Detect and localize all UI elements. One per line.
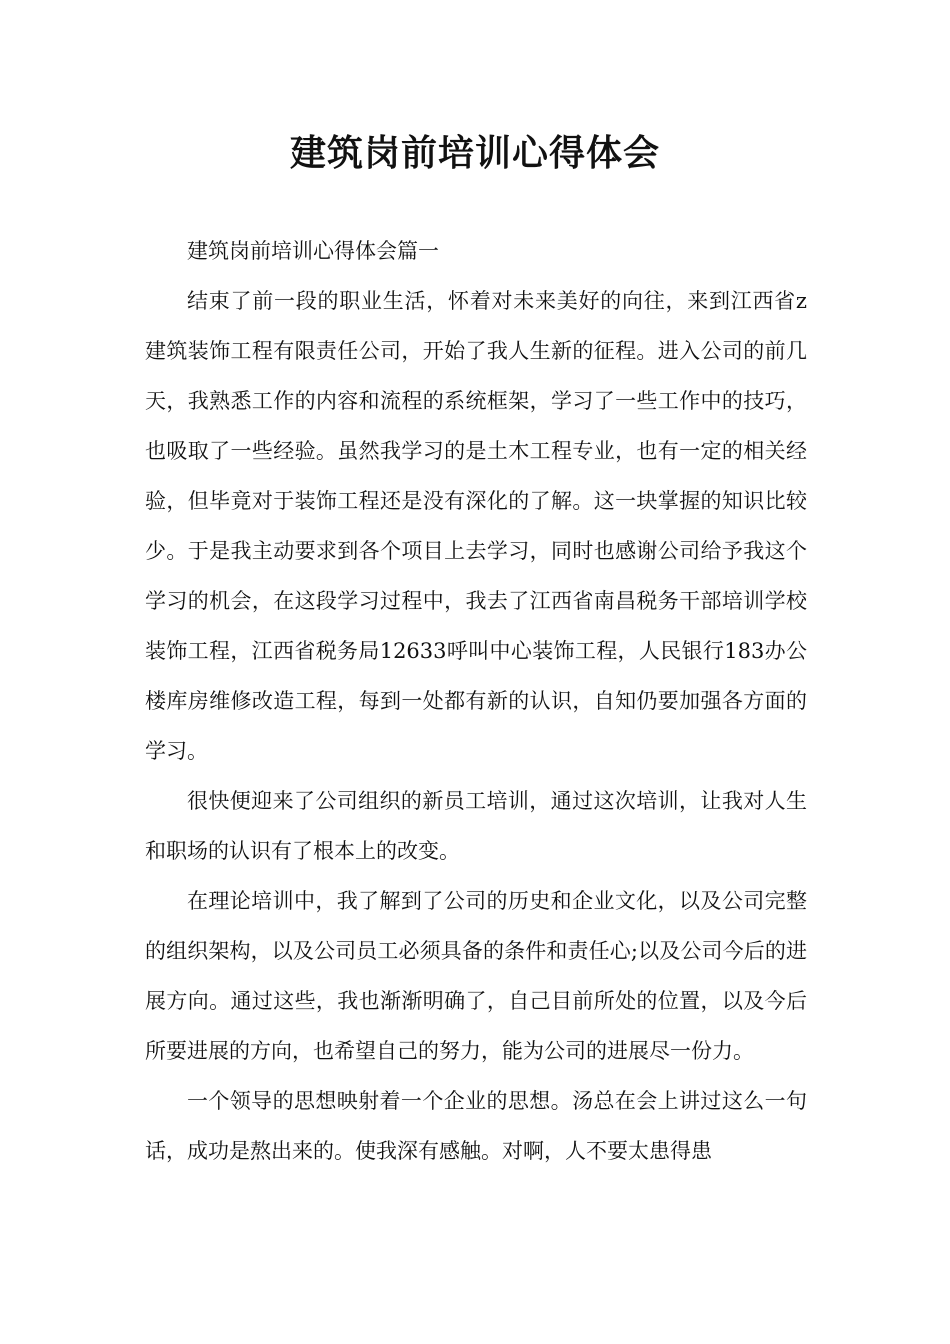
- paragraph: 结束了前一段的职业生活，怀着对未来美好的向往，来到江西省z建筑装饰工程有限责任公司，开始了我人生新的征程。进入公司的前几天，我熟悉工作的内容和流程的系统框架，学习了一些工作中的技巧，也吸取了一些经验。虽然我学习的是土木工程专业，也有一定的相关经验，但毕竟对于装饰工程还是没有深化的了解。这一块掌握的知识比较少。于是我主动要求到各个项目上去学习，同时也感谢公司给予我这个学习的机会，在这段学习过程中，我去了江西省南昌税务干部培训学校装饰工程，江西省税务局12633呼叫中心装饰工程，人民银行183办公楼库房维修改造工程，每到一处都有新的认识，自知仍要加强各方面的学习。: [145, 289, 807, 763]
- document-title: 建筑岗前培训心得体会: [289, 133, 660, 174]
- paragraph: 很快便迎来了公司组织的新员工培训，通过这次培训，让我对人生和职场的认识有了根本上的改变。: [145, 789, 807, 863]
- document-body: [145, 226, 807, 1176]
- paragraph: 一个领导的思想映射着一个企业的思想。汤总在会上讲过这么一句话，成功是熬出来的。使我深有感触。对啊，人不要太患得患: [145, 1089, 807, 1163]
- paragraph: 在理论培训中，我了解到了公司的历史和企业文化，以及公司完整的组织架构，以及公司员工必须具备的条件和责任心;以及公司今后的进展方向。通过这些，我也渐渐明确了，自己目前所处的位置，以及今后所要进展的方向，也希望自己的努力，能为公司的进展尽一份力。: [145, 889, 807, 1063]
- section-heading: 建筑岗前培训心得体会篇一: [187, 239, 439, 263]
